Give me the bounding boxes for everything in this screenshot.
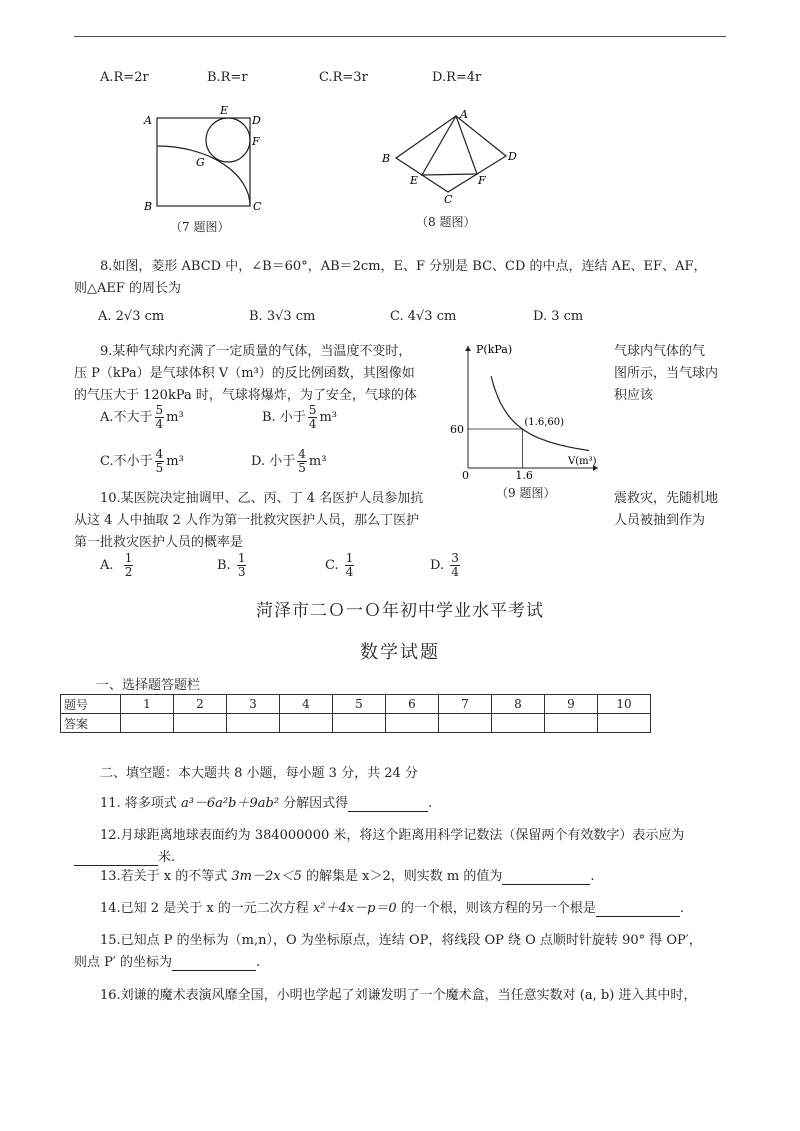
q9-line2-right: 图所示，当气球内 (614, 366, 719, 381)
q15-blank[interactable] (172, 955, 256, 971)
figure-9-chart (448, 340, 608, 480)
answer-table-num-10: 10 (598, 695, 651, 714)
fig9-ylabel: P(kPa) (476, 343, 513, 356)
q9-line2: 压 P（kPa）是气球体积 V（m³）的反比例函数，其图像如 (74, 366, 415, 381)
answer-table-label-number: 题号 (61, 695, 121, 714)
q16-line1: 16.刘谦的魔术表演风靡全国，小明也学起了刘谦发明了一个魔术盒，当任意实数对 (a, b) 进入其中时， (100, 988, 697, 1003)
answer-table-num-6: 6 (386, 695, 439, 714)
answer-table-row-answers (61, 714, 651, 733)
q8-option-b: B. 3√3 cm (249, 309, 316, 324)
answer-table-num-1: 1 (121, 695, 174, 714)
answer-table-num-5: 5 (333, 695, 386, 714)
q8-option-c: C. 4√3 cm (390, 309, 457, 324)
answer-table-label-answer: 答案 (61, 714, 121, 733)
answer-cell[interactable] (545, 714, 598, 733)
q10-line2-right: 人员被抽到作为 (614, 513, 706, 528)
q10-option-c: C. $\frac{1}{4}$ (325, 551, 354, 579)
fig8-label-d: D (508, 150, 517, 163)
q10-line3: 第一批救灾医护人员的概率是 (74, 535, 244, 550)
answer-cell[interactable] (439, 714, 492, 733)
q14-blank[interactable] (596, 901, 680, 917)
fig9-y-arrow (465, 346, 471, 351)
q7-option-d: D.R=4r (432, 70, 482, 85)
fig8-label-b: B (382, 152, 391, 165)
fig8-label-f: F (478, 174, 486, 187)
q13-blank[interactable] (502, 869, 590, 885)
exam-title: 菏泽市二Ｏ一Ｏ年初中学业水平考试 (256, 601, 544, 621)
q14: 14.已知 2 是关于 x 的一元二次方程 x²＋4x－p＝0 的一个根，则该方程的另一个根是 . (100, 901, 684, 916)
q9-line1-right: 气球内气体的气 (614, 344, 706, 359)
fig7-label-g: G (196, 156, 205, 169)
q9-line3: 的气压大于 120kPa 时，气球将爆炸，为了安全，气球的体 (74, 388, 417, 403)
q10-option-b: B. $\frac{1}{3}$ (217, 551, 246, 579)
answer-table-num-2: 2 (174, 695, 227, 714)
fig9-xlabel: V(m³) (568, 456, 597, 467)
fig7-label-c: C (253, 200, 262, 213)
subject-title: 数学试题 (360, 642, 440, 663)
q10-line1-right: 震救灾，先随机地 (614, 491, 719, 506)
q12-line2: 米. (74, 846, 175, 866)
q9-option-d: D. 小于 $\frac{4}{5}$ m³ (251, 447, 327, 475)
fig7-label-b: B (144, 200, 153, 213)
q15-line1: 15.已知点 P 的坐标为（m,n），O 为坐标原点，连结 OP，将线段 OP 绕 O 点顺时针旋转 90° 得 OP′， (100, 933, 702, 948)
answer-table-num-7: 7 (439, 695, 492, 714)
q8-line2: 则△AEF 的周长为 (74, 281, 182, 296)
fig8-label-c: C (444, 193, 453, 204)
section2-heading: 二、填空题：本大题共 8 小题，每小题 3 分，共 24 分 (100, 766, 418, 781)
answer-cell[interactable] (227, 714, 280, 733)
fig9-origin: 0 (462, 469, 469, 480)
q10-line2: 从这 4 人中抽取 2 人作为第一批救灾医护人员，那么丁医护 (74, 513, 420, 528)
fig7-label-f: F (252, 135, 260, 148)
q9-option-b: B. 小于 $\frac{5}{4}$ m³ (262, 403, 338, 431)
q9-line3-right: 积应该 (614, 388, 654, 403)
fig8-caption: （8 题图） (416, 215, 476, 229)
answer-cell[interactable] (121, 714, 174, 733)
fig7-label-e: E (220, 104, 229, 117)
answer-table-num-3: 3 (227, 695, 280, 714)
q7-option-a: A.R=2r (100, 70, 149, 85)
q15-line2: 则点 P′ 的坐标为 . (74, 955, 261, 970)
answer-table-num-8: 8 (492, 695, 545, 714)
figure-7 (140, 104, 270, 214)
answer-table-num-4: 4 (280, 695, 333, 714)
fig9-point-label: (1.6,60) (524, 417, 565, 428)
q10-line1: 10.某医院决定抽调甲、乙、丙、丁 4 名医护人员参加抗 (100, 491, 424, 506)
figure-8 (378, 108, 528, 204)
answer-table-num-9: 9 (545, 695, 598, 714)
fig7-caption: （7 题图） (170, 220, 230, 234)
answer-cell[interactable] (174, 714, 227, 733)
fig9-curve (491, 376, 589, 450)
q11: 11. 将多项式 a³－6a²b＋9ab² 分解因式得 . (100, 796, 433, 811)
q8-option-d: D. 3 cm (533, 309, 584, 324)
q9-line1: 9.某种气球内充满了一定质量的气体，当温度不变时， (100, 344, 412, 359)
q10-option-a: A. $\frac{1}{2}$ (100, 551, 133, 579)
section1-heading: 一、选择题答题栏 (96, 678, 201, 693)
q9-option-a: A.不大于 $\frac{5}{4}$ m³ (100, 403, 184, 431)
q12-blank[interactable] (74, 850, 158, 866)
q7-option-b: B.R=r (207, 70, 248, 85)
q8-line1: 8.如图，菱形 ABCD 中，∠B＝60°，AB＝2cm，E、F 分别是 BC、CD 的中点，连结 AE、EF、AF， (100, 259, 707, 274)
fig9-caption: （9 题图） (496, 486, 556, 500)
q7-option-c: C.R=3r (319, 70, 368, 85)
q12-line1: 12.月球距离地球表面约为 384000000 米，将这个距离用科学记数法（保留两个有效数字）表示应为 (100, 828, 685, 843)
answer-cell[interactable] (492, 714, 545, 733)
fig9-x-tick: 1.6 (515, 469, 533, 480)
answer-table-row-numbers (61, 695, 651, 714)
answer-cell[interactable] (386, 714, 439, 733)
answer-cell[interactable] (333, 714, 386, 733)
fig9-y-tick: 60 (450, 423, 464, 436)
q11-blank[interactable] (348, 796, 428, 812)
answer-cell[interactable] (598, 714, 651, 733)
fig8-label-e: E (410, 174, 419, 187)
fig7-label-d: D (252, 114, 261, 127)
q9-option-c: C.不小于 $\frac{4}{5}$ m³ (100, 447, 184, 475)
q8-option-a: A. 2√3 cm (98, 309, 165, 324)
q13: 13.若关于 x 的不等式 3m－2x＜5 的解集是 x＞2，则实数 m 的值为 . (100, 869, 595, 884)
header-rule (74, 36, 726, 37)
fig8-label-a: A (460, 108, 468, 121)
answer-table (60, 694, 651, 733)
answer-cell[interactable] (280, 714, 333, 733)
fig7-label-a: A (144, 114, 152, 127)
q10-option-d: D. $\frac{3}{4}$ (430, 551, 459, 579)
